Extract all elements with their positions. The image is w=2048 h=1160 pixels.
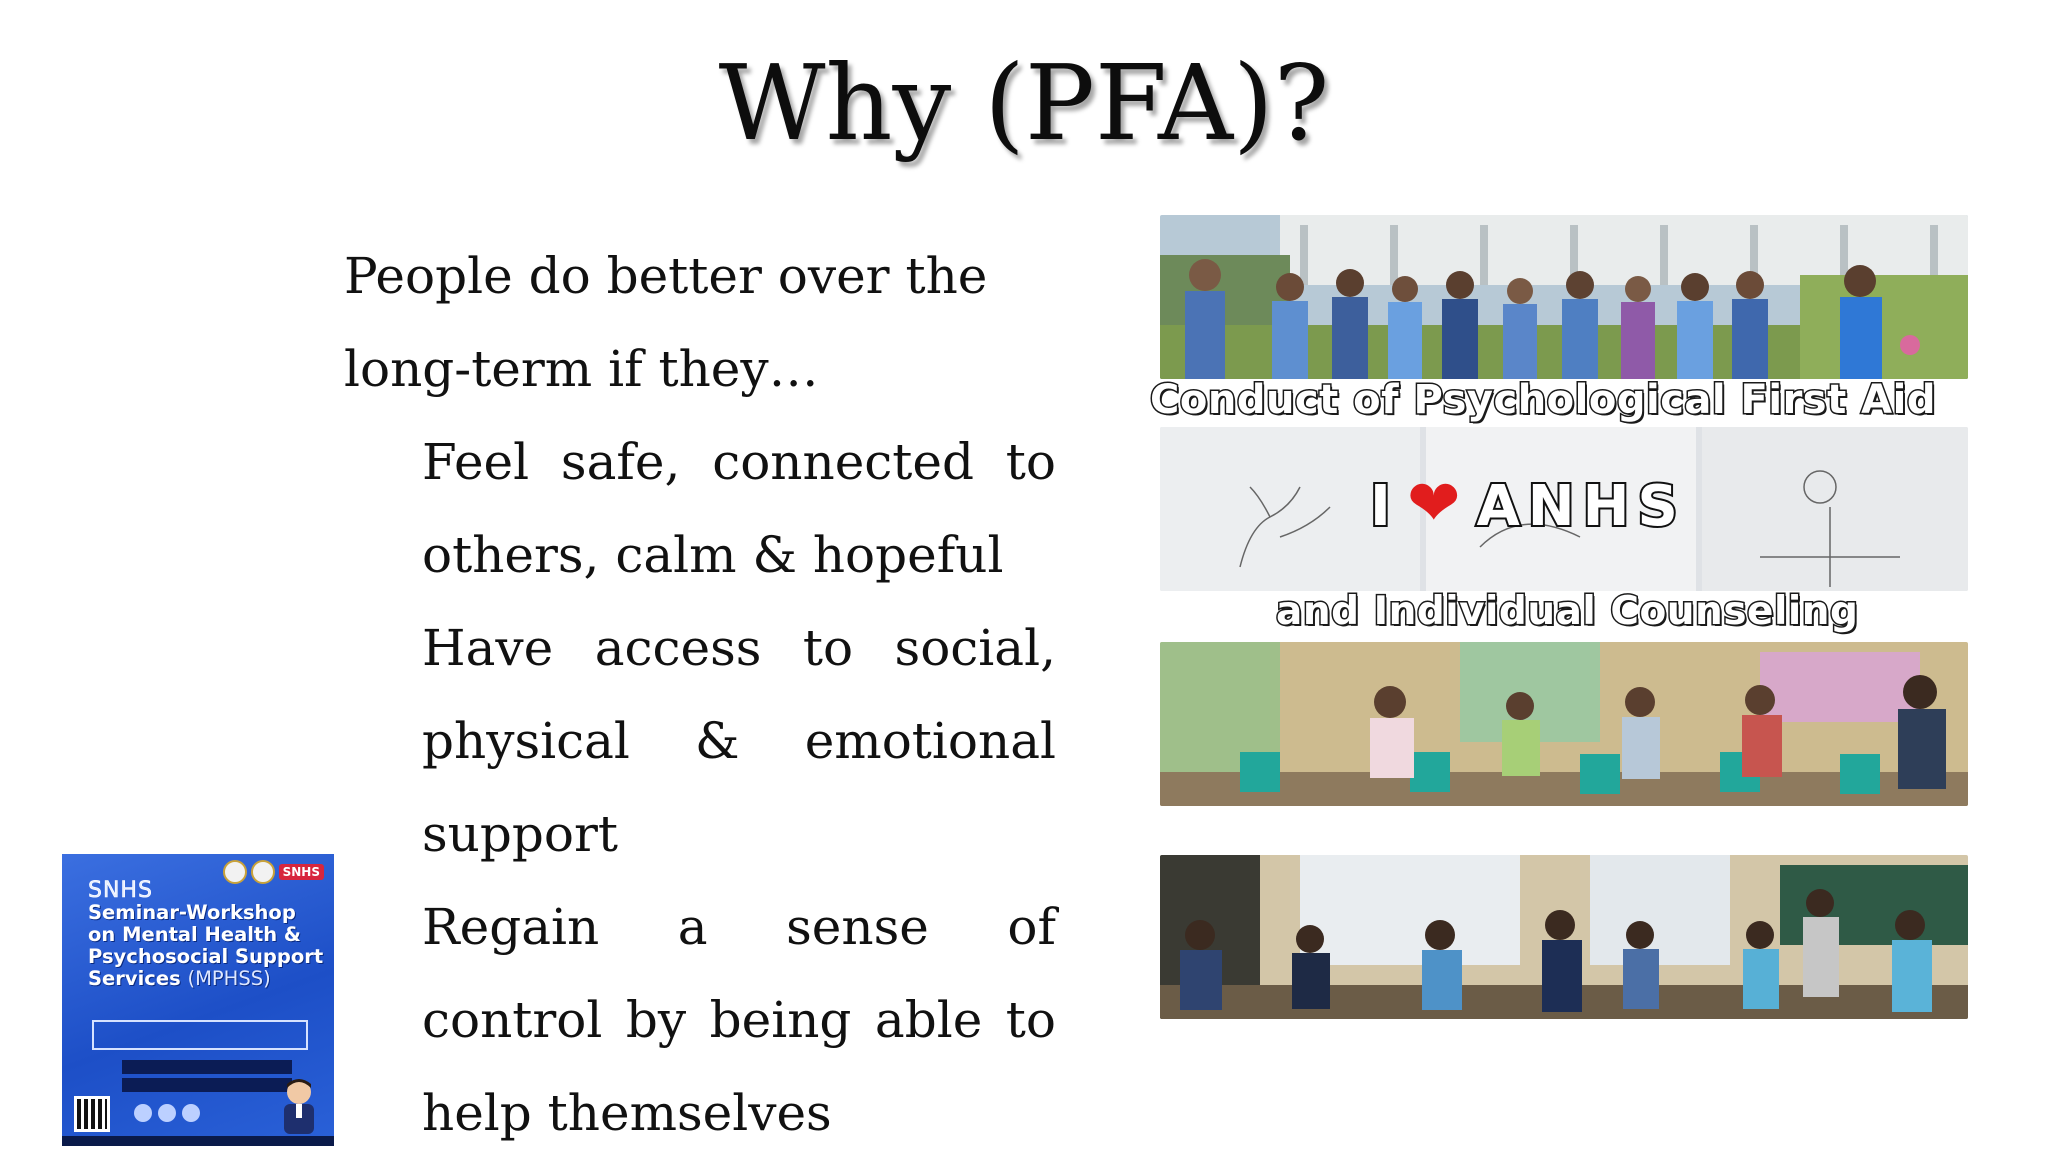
seminar-poster xyxy=(62,854,334,1146)
bullet-item: Regain a sense of control by being able to help themselves xyxy=(422,898,1056,1142)
drawing-activity-photo xyxy=(1160,427,1968,591)
body-text xyxy=(344,230,1056,1160)
banner-i: I xyxy=(1370,474,1399,539)
intro-line-1: People do better over the xyxy=(344,247,988,305)
intro-text xyxy=(344,230,1056,416)
love-anhs-banner xyxy=(1370,467,1686,541)
poster-subtitle-box xyxy=(92,1020,308,1050)
poster-school: SNHS xyxy=(88,878,153,903)
poster-icons xyxy=(134,1104,200,1122)
photo-collage xyxy=(1140,205,2010,1035)
slide-title: Why (PFA)? xyxy=(718,42,1330,164)
circle-icon xyxy=(182,1104,200,1122)
seal-icon xyxy=(223,860,247,884)
mascot-icon xyxy=(274,1076,324,1134)
heart-icon: ❤ xyxy=(1406,467,1469,541)
poster-logo-text: SNHS xyxy=(279,864,324,880)
collage-caption-top: Conduct of Psychological First Aid xyxy=(1150,377,1936,423)
poster-venue-bar xyxy=(122,1078,292,1092)
seal-icon xyxy=(251,860,275,884)
circle-icon xyxy=(134,1104,152,1122)
intro-line-2: long-term if they… xyxy=(344,340,819,398)
bullet-item: Feel safe, connected to others, calm & hopeful xyxy=(422,433,1056,584)
bullet-list xyxy=(344,416,1056,1160)
counseling-session-photo xyxy=(1160,642,1968,806)
circle-icon xyxy=(158,1104,176,1122)
group-photo-outdoor xyxy=(1160,215,1968,379)
poster-headline-text: Seminar-Workshop on Mental Health & Psychosocial Support Services xyxy=(88,901,324,990)
classroom-discussion-photo xyxy=(1160,855,1968,1019)
poster-date-bar xyxy=(122,1060,292,1074)
poster-headline xyxy=(88,902,328,990)
poster-footer xyxy=(62,1136,334,1146)
poster-logos xyxy=(223,860,324,884)
poster-abbr: (MPHSS) xyxy=(187,967,271,990)
qr-code-icon xyxy=(74,1096,110,1132)
banner-school: ANHS xyxy=(1476,474,1686,539)
bullet-item: Have access to social, physical & emotional support xyxy=(422,619,1056,863)
collage-caption-middle: and Individual Counseling xyxy=(1276,589,1859,634)
